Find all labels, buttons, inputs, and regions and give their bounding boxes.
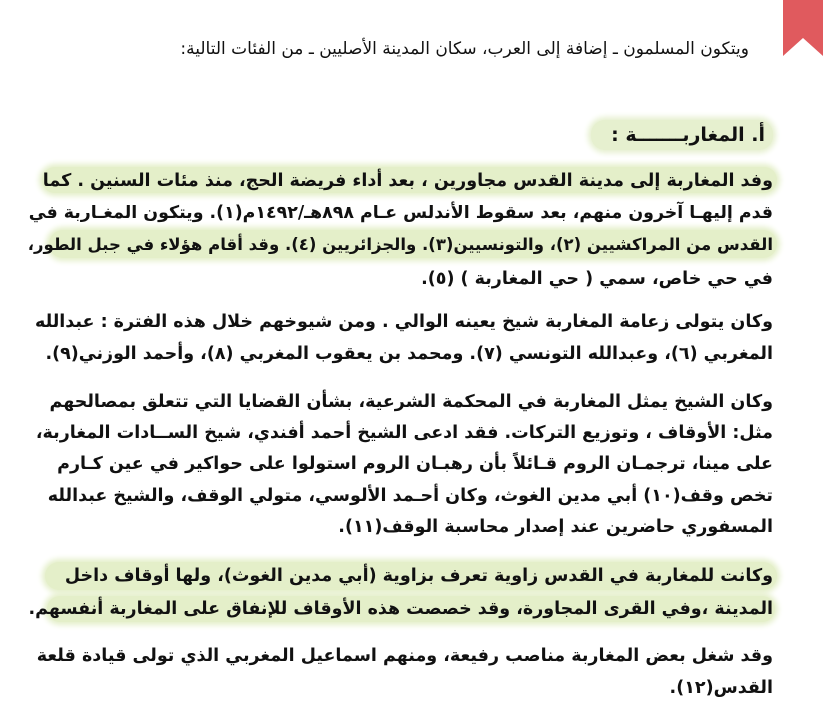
paragraph-3-line-1: وكان الشيخ يمثل المغاربة في المحكمة الشرعية، بشأن القضايا التي تتعلق بمصالحهم <box>49 392 773 412</box>
paragraph-2-line-1: وكان يتولى زعامة المغاربة شيخ يعينه الوالي . ومن شيوخهم خلال هذه الفترة : عبدالله <box>34 312 773 332</box>
paragraph-1-line-1: وفد المغاربة إلى مدينة القدس مجاورين ، بعد أداء فريضة الحج، منذ مئات السنين . كما <box>42 171 773 191</box>
bookmark-ribbon-icon[interactable] <box>779 0 827 58</box>
paragraph-5-line-2: القدس(١٢). <box>669 678 773 698</box>
intro-line: ويتكون المسلمون ـ إضافة إلى العرب، سكان المدينة الأصليين ـ من الفئات التالية: <box>180 39 749 59</box>
paragraph-1-line-4: في حي خاص، سمي ( حي المغاربة ) (٥). <box>421 269 773 289</box>
paragraph-4-line-2: المدينة ،وفي القرى المجاورة، وقد خصصت هذه الأوقاف للإنفاق على المغاربة أنفسهم. <box>28 599 773 619</box>
paragraph-3-line-2: مثل: الأوقاف ، وتوزيع التركات. فقد ادعى الشيخ أحمد أفندي، شيخ الســادات المغاربة، <box>35 423 773 443</box>
paragraph-2-line-2: المغربي (٦)، وعبدالله التونسي (٧). ومحمد بن يعقوب المغربي (٨)، وأحمد الوزني(٩). <box>45 344 773 364</box>
paragraph-1-line-2: قدم إليهـا آخرون منهم، بعد سقوط الأندلس عـام ٨٩٨هـ/١٤٩٢م(١). ويتكون المغـاربة في <box>28 203 773 223</box>
paragraph-3-line-4: تخص وقف(١٠) أبي مدين الغوث، وكان أحـمد الألوسي، متولي الوقف، والشيخ عبدالله <box>47 486 773 506</box>
paragraph-5-line-1: وقد شغل بعض المغاربة مناصب رفيعة، ومنهم اسماعيل المغربي الذي تولى قيادة قلعة <box>36 646 773 666</box>
paragraph-3-line-5: المسفوري حاضرين عند إصدار محاسبة الوقف(١١). <box>338 517 773 537</box>
paragraph-3-line-3: على مينا، ترجمـان الروم قـائلاً بأن رهبـان الروم استولوا على حواكير في عين كـارم <box>57 454 773 474</box>
paragraph-1-line-3: القدس من المراكشيين (٢)، والتونسيين(٣). والجزائريين (٤). وقد أقام هؤلاء في جبل الطور، <box>27 235 773 254</box>
paragraph-4-line-1: وكانت للمغاربة في القدس زاوية تعرف بزاوية (أبي مدين الغوث)، ولها أوقاف داخل <box>64 566 773 586</box>
section-heading: أ. المغاربـــــــة : <box>611 124 765 146</box>
